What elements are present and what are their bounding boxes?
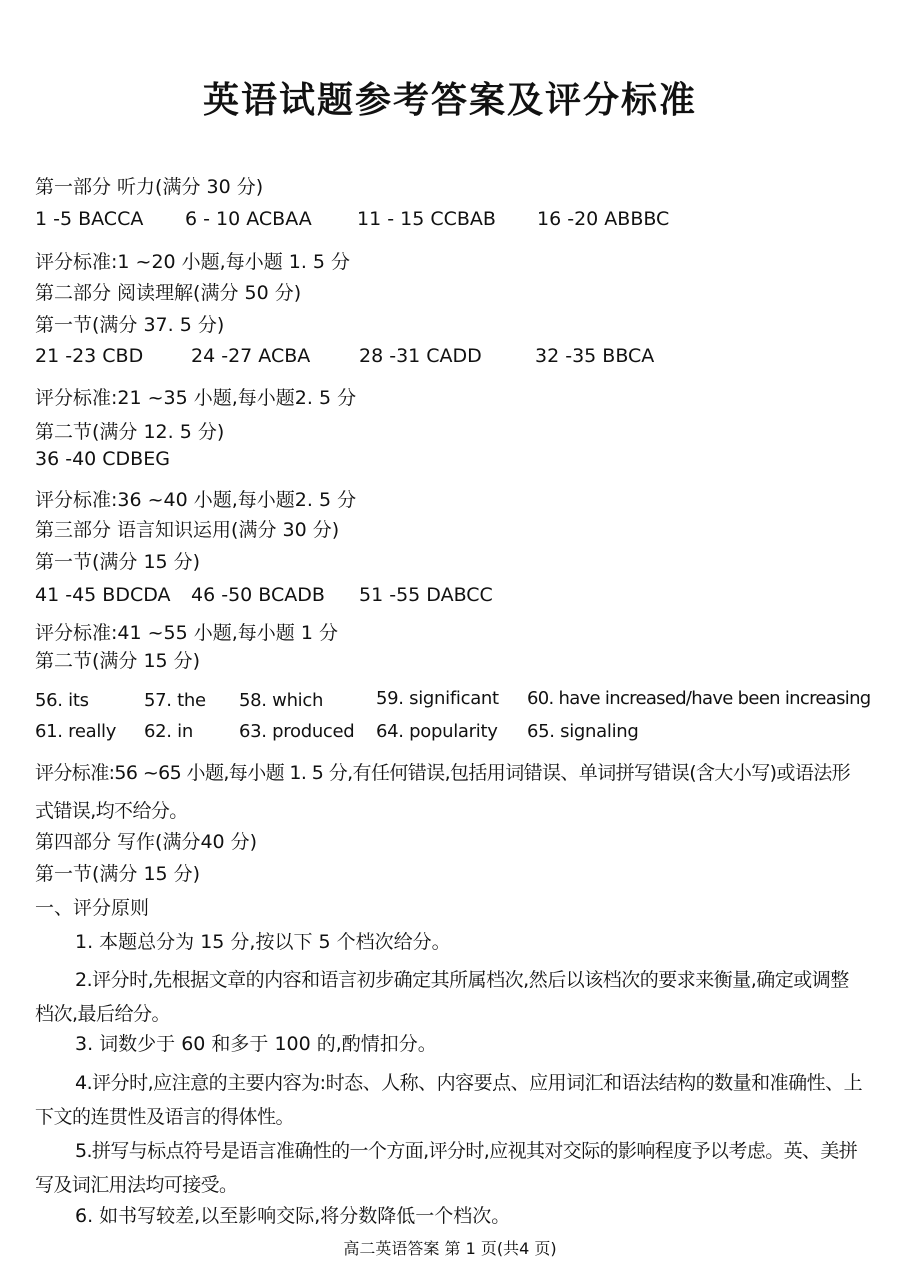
answer-group: 32 -35 BBCA <box>535 345 655 367</box>
blank-answer-57: 57. the <box>144 690 206 711</box>
principle-4: 4.评分时,应注意的主要内容为:时态、人称、内容要点、应用词汇和语法结构的数量和准确性、上下文的连贯性及语言的得体性。 <box>35 1072 863 1128</box>
answer-group: 24 -27 ACBA <box>191 345 311 367</box>
part3-section1-answers <box>35 582 493 608</box>
principles-heading: 一、评分原则 <box>35 897 150 919</box>
answer-group: 16 -20 ABBBC <box>537 208 670 230</box>
blank-answer-58: 58. which <box>239 690 324 711</box>
part2-section2-scoring: 评分标准:36 ~40 小题,每小题2. 5 分 <box>35 489 357 511</box>
principle-5: 5.拼写与标点符号是语言准确性的一个方面,评分时,应视其对交际的影响程度予以考虑。英、美拼写及词汇用法均可接受。 <box>35 1140 858 1196</box>
answer-group: 21 -23 CBD <box>35 345 144 367</box>
part1-heading: 第一部分 听力(满分 30 分) <box>35 176 264 198</box>
answer-group: 11 - 15 CCBAB <box>357 208 496 230</box>
part2-section1-answers <box>35 343 654 369</box>
part3-section2-heading: 第二节(满分 15 分) <box>35 650 201 672</box>
part1-scoring: 评分标准:1 ~20 小题,每小题 1. 5 分 <box>35 251 351 273</box>
part3-section2-scoring: 评分标准:56 ~65 小题,每小题 1. 5 分,有任何错误,包括用词错误、单词拼写错误(含大小写)或语法形式错误,均不给分。 <box>35 762 851 822</box>
answer-group: 46 -50 BCADB <box>191 584 325 606</box>
part2-section2-answers: 36 -40 CDBEG <box>35 448 170 470</box>
part3-section1-heading: 第一节(满分 15 分) <box>35 551 201 573</box>
blank-answer-63: 63. produced <box>239 721 355 742</box>
blank-answer-62: 62. in <box>144 721 193 742</box>
principle-2: 2.评分时,先根据文章的内容和语言初步确定其所属档次,然后以该档次的要求来衡量,确定或调整档次,最后给分。 <box>35 969 849 1025</box>
blank-answer-61: 61. really <box>35 721 117 742</box>
principle-3: 3. 词数少于 60 和多于 100 的,酌情扣分。 <box>75 1033 437 1055</box>
part3-section1-scoring: 评分标准:41 ~55 小题,每小题 1 分 <box>35 622 338 644</box>
part2-section1-heading: 第一节(满分 37. 5 分) <box>35 314 225 336</box>
answer-group: 6 - 10 ACBAA <box>185 208 312 230</box>
blank-answer-56: 56. its <box>35 690 89 711</box>
blank-answer-59: 59. significant <box>376 688 499 709</box>
blank-answer-60: 60. have increased/have been increasing <box>527 688 871 709</box>
part4-section1-heading: 第一节(满分 15 分) <box>35 863 201 885</box>
part2-section1-scoring: 评分标准:21 ~35 小题,每小题2. 5 分 <box>35 387 357 409</box>
answer-group: 1 -5 BACCA <box>35 208 144 230</box>
principle-1: 1. 本题总分为 15 分,按以下 5 个档次给分。 <box>75 931 451 953</box>
part3-heading: 第三部分 语言知识运用(满分 30 分) <box>35 519 340 541</box>
principle-6: 6. 如书写较差,以至影响交际,将分数降低一个档次。 <box>75 1205 511 1227</box>
answer-group: 51 -55 DABCC <box>359 584 493 606</box>
blank-answer-64: 64. popularity <box>376 721 498 742</box>
part2-heading: 第二部分 阅读理解(满分 50 分) <box>35 282 302 304</box>
answer-group: 41 -45 BDCDA <box>35 584 171 606</box>
blank-answer-65: 65. signaling <box>527 721 639 742</box>
part2-section2-heading: 第二节(满分 12. 5 分) <box>35 421 225 443</box>
page-footer: 高二英语答案 第 1 页(共4 页) <box>343 1239 557 1258</box>
part4-heading: 第四部分 写作(满分40 分) <box>35 831 258 853</box>
page-title: 英语试题参考答案及评分标准 <box>202 80 697 121</box>
answer-group: 28 -31 CADD <box>359 345 482 367</box>
part1-answers <box>35 206 669 232</box>
